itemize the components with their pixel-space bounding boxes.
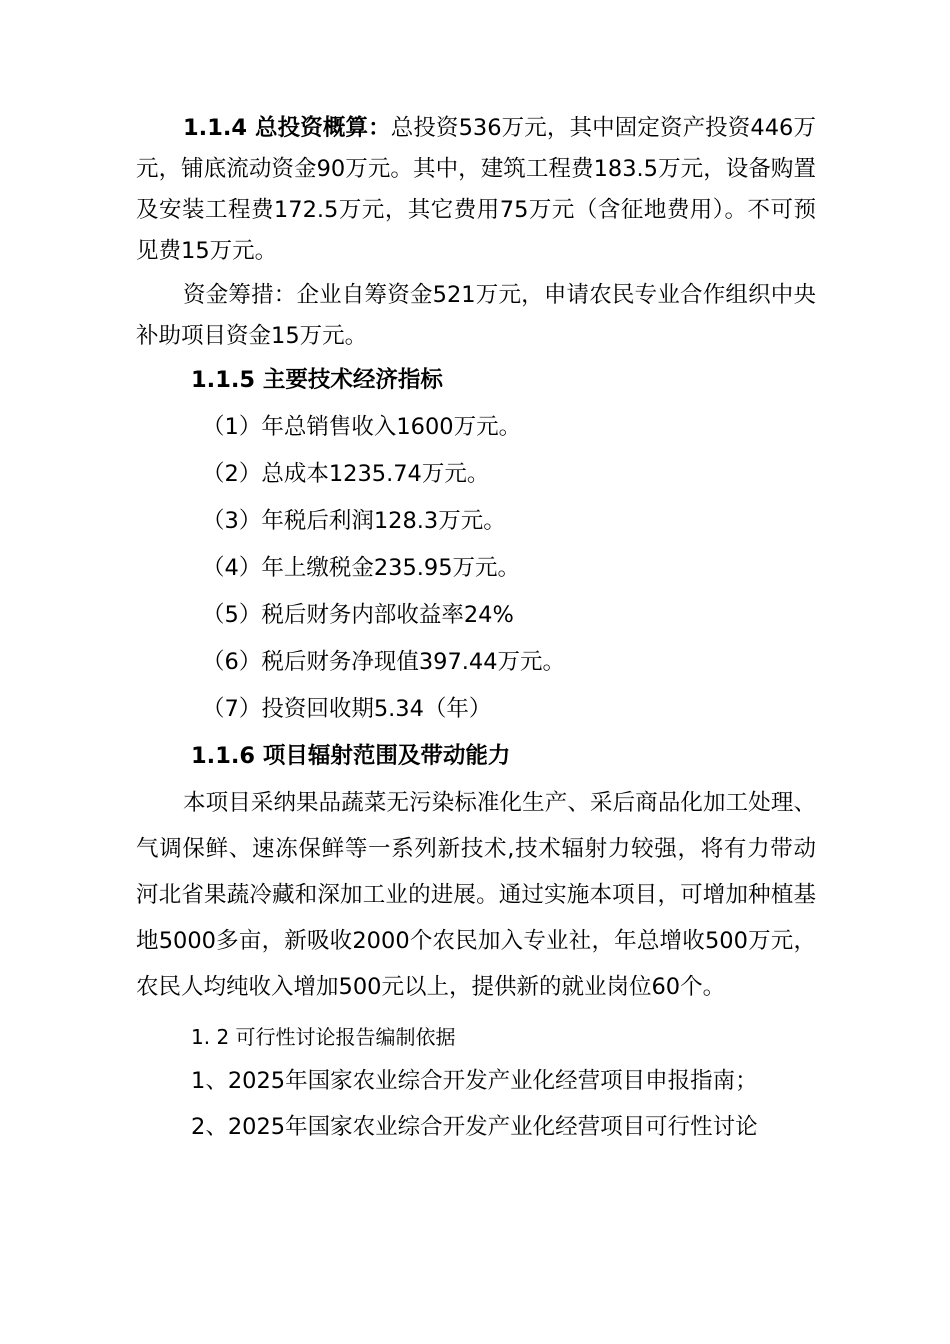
funding-paragraph: 资金筹措：企业自筹资金521万元，申请农民专业合作组织中央补助项目资金15万元。 (136, 282, 816, 349)
basis-item: 1、2025年国家农业综合开发产业化经营项目申报指南； (191, 1068, 758, 1094)
indicator-item: （5）税后财务内部收益率24% (202, 602, 514, 628)
section-1-1-4-label: 1.1.4 总投资概算： (183, 115, 391, 141)
section-1-2-heading: 1. 2 可行性讨论报告编制依据 (191, 1025, 456, 1049)
indicator-item: （6）税后财务净现值397.44万元。 (202, 649, 566, 675)
investment-text: 总投资536万元，其中固定资产投资446万元，铺底流动资金90万元。其中，建筑工程费183.5万元，设备购置及安装工程费172.5万元，其它费用75万元（含征地费用）。不可预见费15万元。 (136, 115, 816, 264)
indicator-list (136, 404, 816, 733)
basis-list (136, 1058, 816, 1150)
radiation-paragraph: 本项目采纳果品蔬菜无污染标准化生产、采后商品化加工处理、气调保鲜、速冻保鲜等一系列新技术,技术辐射力较强，将有力带动河北省果蔬冷藏和深加工业的进展。通过实施本项目，可增加种植基地5000多亩，新吸收2000个农民加入专业社，年总增收500万元，农民人均纯收入增加500元以上，提供新的就业岗位60个。 (136, 790, 816, 1000)
indicator-item: （1）年总销售收入1600万元。 (202, 414, 522, 440)
section-1-1-6-heading: 1.1.6 项目辐射范围及带动能力 (191, 743, 511, 769)
document-page (136, 108, 816, 1150)
basis-item: 2、2025年国家农业综合开发产业化经营项目可行性讨论 (191, 1114, 758, 1140)
investment-paragraph (136, 108, 816, 272)
indicator-item: （7）投资回收期5.34（年） (202, 696, 492, 722)
section-1-1-5-heading: 1.1.5 主要技术经济指标 (191, 367, 443, 393)
indicator-item: （4）年上缴税金235.95万元。 (202, 555, 521, 581)
indicator-item: （3）年税后利润128.3万元。 (202, 508, 506, 534)
indicator-item: （2）总成本1235.74万元。 (202, 461, 490, 487)
